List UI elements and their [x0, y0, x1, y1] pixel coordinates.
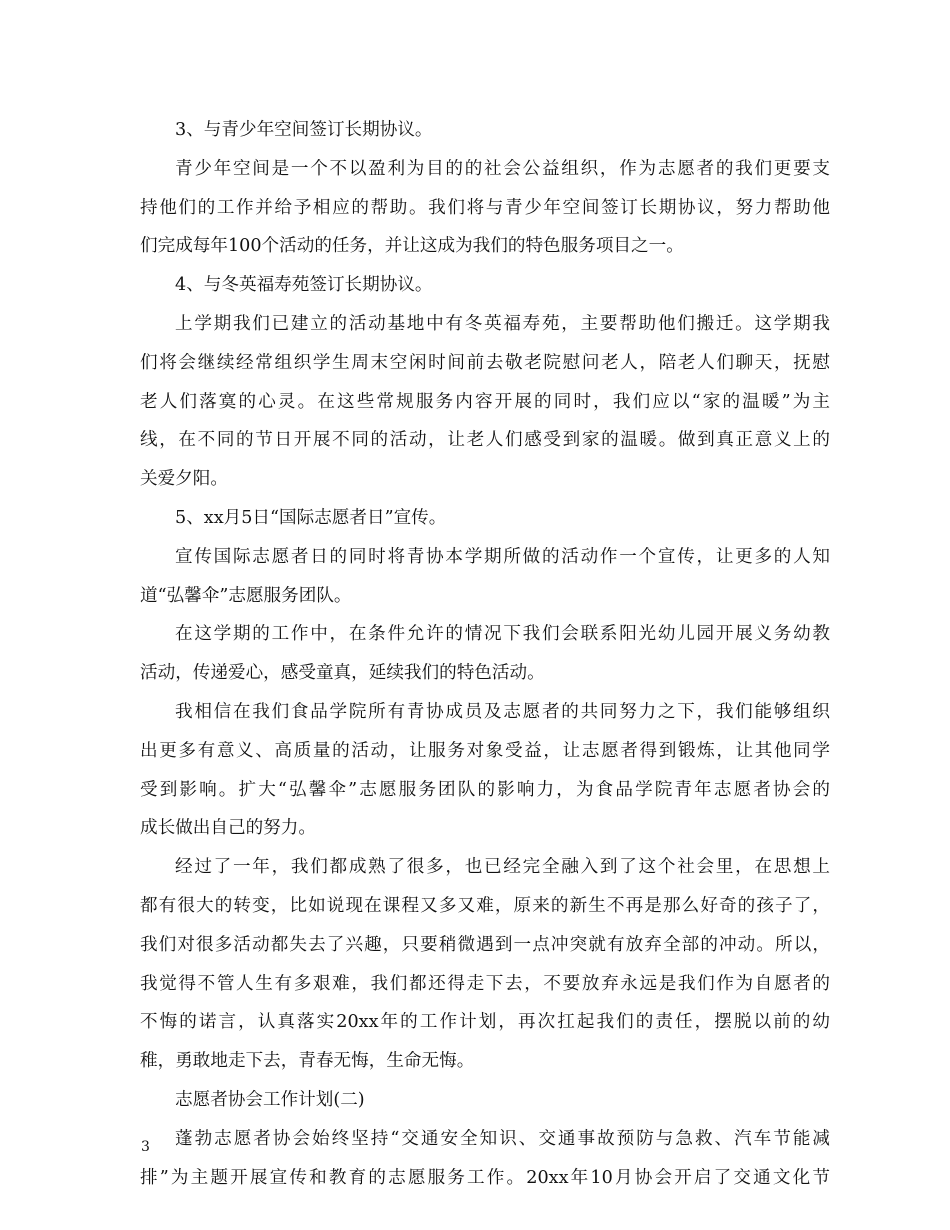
paragraph-line: 青少年空间是一个不以盈利为目的的社会公益组织，作为志愿者的我们更要支: [175, 158, 830, 179]
paragraph-line: 我觉得不管人生有多艰难，我们都还得走下去，不要放弃永远是我们作为自愿者的: [140, 973, 830, 994]
paragraph-line: 都有很大的转变，比如说现在课程又多又难，原来的新生不再是那么好奇的孩子了，: [140, 895, 830, 916]
paragraph-line: 在这学期的工作中，在条件允许的情况下我们会联系阳光幼儿园开展义务幼教: [175, 624, 830, 645]
paragraph-line: 我相信在我们食品学院所有青协成员及志愿者的共同努力之下，我们能够组织: [175, 701, 830, 722]
paragraph-line: 持他们的工作并给予相应的帮助。我们将与青少年空间签订长期协议，努力帮助他: [140, 197, 830, 218]
paragraph-line: 老人们落寞的心灵。在这些常规服务内容开展的同时，我们应以“家的温暖”为主: [140, 391, 830, 412]
paragraph-line: 蓬勃志愿者协会始终坚持“交通安全知识、交通事故预防与急救、汽车节能减: [175, 1128, 830, 1149]
paragraph-line: 活动，传递爱心，感受童真，延续我们的特色活动。: [140, 663, 545, 684]
paragraph-line: 受到影响。扩大“弘馨伞”志愿服务团队的影响力，为食品学院青年志愿者协会的: [140, 779, 830, 800]
paragraph-line: 关爱夕阳。: [140, 469, 228, 490]
page-number: 3: [141, 1139, 150, 1155]
section-title: 志愿者协会工作计划(二): [175, 1089, 365, 1110]
paragraph-line: 道“弘馨伞”志愿服务团队。: [140, 585, 352, 606]
paragraph-line: 稚，勇敢地走下去，青春无悔，生命无悔。: [140, 1051, 475, 1072]
paragraph-line: 们完成每年100个活动的任务，并让这成为我们的特色服务项目之一。: [140, 236, 684, 257]
paragraph-line: 上学期我们已建立的活动基地中有冬英福寿苑，主要帮助他们搬迁。这学期我: [175, 313, 830, 334]
document-body: [140, 111, 830, 1197]
paragraph-line: 们将会继续经常组织学生周末空闲时间前去敬老院慰问老人，陪老人们聊天，抚慰: [140, 352, 830, 373]
paragraph-line: 我们对很多活动都失去了兴趣，只要稍微遇到一点冲突就有放弃全部的冲动。所以，: [140, 934, 830, 955]
paragraph-line: 宣传国际志愿者日的同时将青协本学期所做的活动作一个宣传，让更多的人知: [175, 546, 830, 567]
paragraph-line: 成长做出自己的努力。: [140, 818, 316, 839]
paragraph-line: 出更多有意义、高质量的活动，让服务对象受益，让志愿者得到锻炼，让其他同学: [140, 740, 830, 761]
paragraph-line: 经过了一年，我们都成熟了很多，也已经完全融入到了这个社会里，在思想上: [175, 857, 830, 878]
section-heading: 4、与冬英福寿苑签订长期协议。: [175, 275, 433, 296]
paragraph-line: 线，在不同的节日开展不同的活动，让老人们感受到家的温暖。做到真正意义上的: [140, 430, 830, 451]
paragraph-line: 不悔的诺言，认真落实20xx年的工作计划，再次扛起我们的责任，摆脱以前的幼: [140, 1012, 830, 1033]
section-heading: 3、与青少年空间签订长期协议。: [175, 120, 433, 140]
section-heading: 5、xx月5日“国际志愿者日”宣传。: [175, 507, 447, 528]
paragraph-line: 排”为主题开展宣传和教育的志愿服务工作。20xx年10月协会开启了交通文化节: [140, 1167, 830, 1188]
